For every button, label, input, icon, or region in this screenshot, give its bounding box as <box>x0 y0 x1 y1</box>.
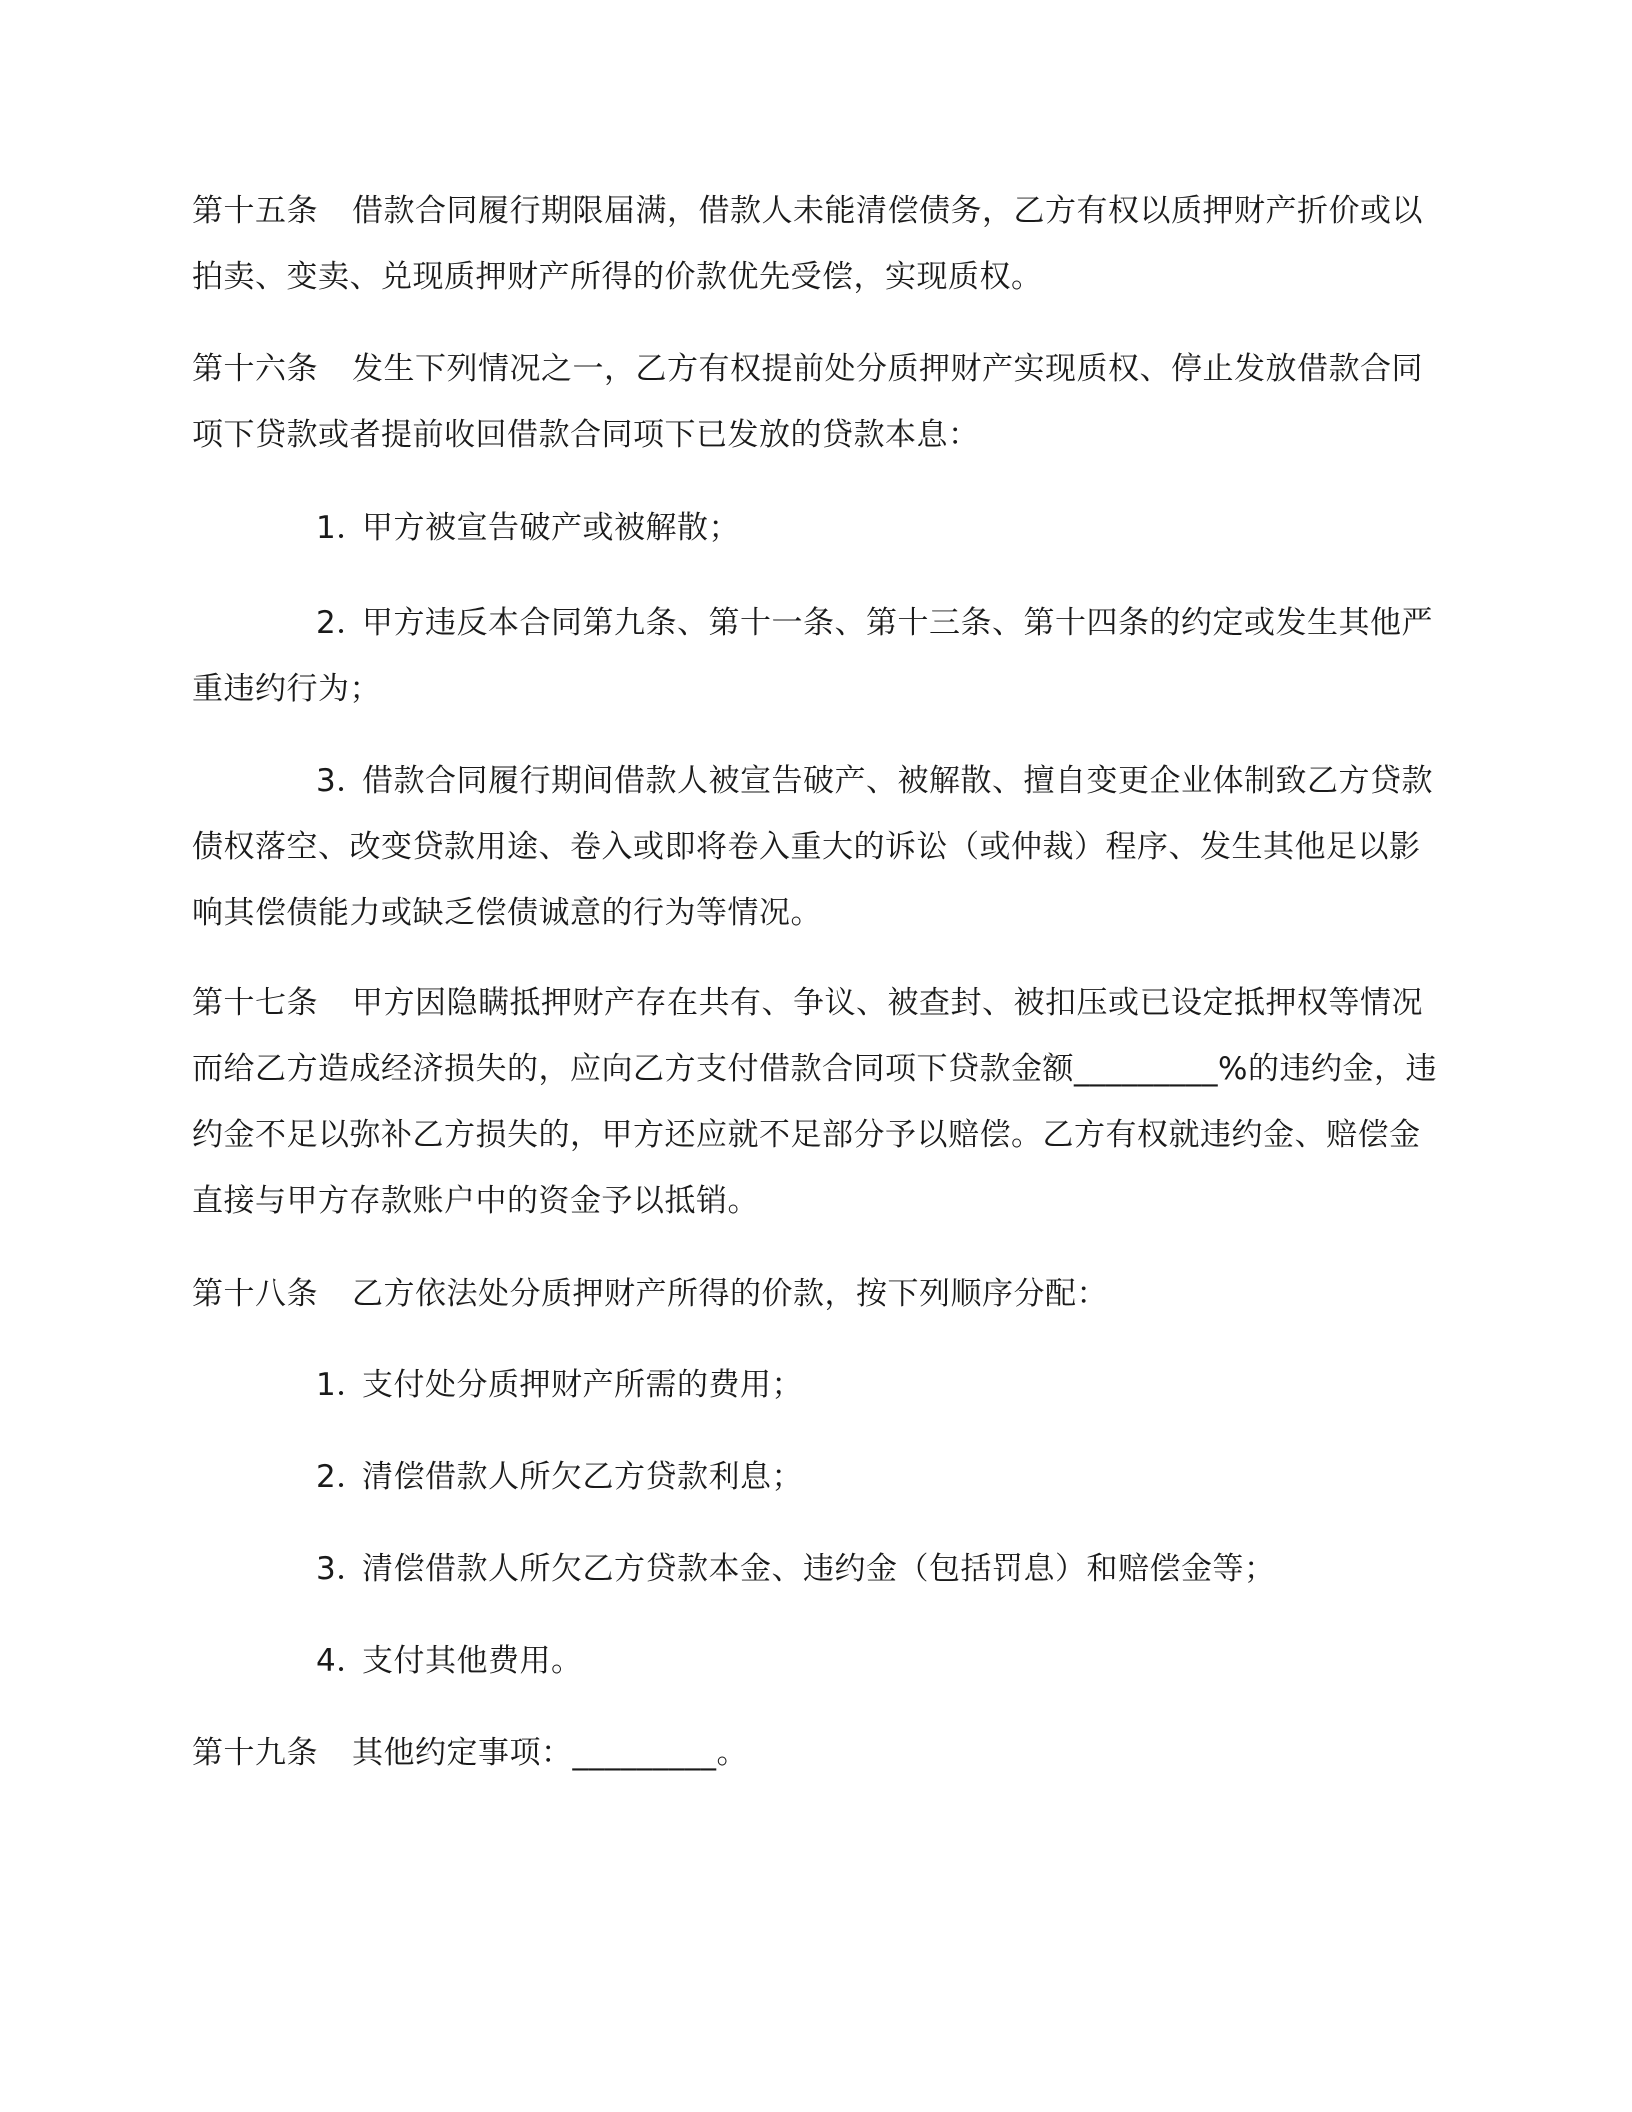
article-label: 第十九条 <box>192 1735 318 1771</box>
list-item-number: 1． <box>316 1367 368 1403</box>
list-item-number: 2． <box>316 605 368 641</box>
list-item-text: 支付其他费用。 <box>362 1643 583 1679</box>
list-item-text: 支付处分质押财产所需的费用； <box>362 1367 803 1403</box>
article-18 <box>192 1261 1440 1327</box>
article-16 <box>192 336 1440 468</box>
article-text: 乙方依法处分质押财产所得的价款，按下列顺序分配： <box>352 1276 1108 1312</box>
list-item-number: 4． <box>316 1643 368 1679</box>
list-item <box>192 1444 1440 1510</box>
list-item <box>192 495 1440 561</box>
article-17 <box>192 970 1440 1234</box>
list-item-text: 清偿借款人所欠乙方贷款利息； <box>362 1459 803 1495</box>
list-item <box>192 1628 1440 1694</box>
list-item-number: 1． <box>316 510 368 546</box>
list-item-number: 3． <box>316 1551 368 1587</box>
article-text: 发生下列情况之一，乙方有权提前处分质押财产实现质权、停止发放借款合同项下贷款或者提前收回借款合同项下已发放的贷款本息： <box>192 351 1423 453</box>
list-item-text: 借款合同履行期间借款人被宣告破产、被解散、擅自变更企业体制致乙方贷款债权落空、改变贷款用途、卷入或即将卷入重大的诉讼（或仲裁）程序、发生其他足以影响其偿债能力或缺乏偿债诚意的行为等情况。 <box>192 763 1433 931</box>
article-text: 其他约定事项：_________。 <box>352 1735 748 1771</box>
article-label: 第十七条 <box>192 985 318 1021</box>
article-text: 甲方因隐瞒抵押财产存在共有、争议、被查封、被扣压或已设定抵押权等情况而给乙方造成经济损失的，应向乙方支付借款合同项下贷款金额_________%的违约金，违约金不足以弥补乙方损失的，甲方还应就不足部分予以赔偿。乙方有权就违约金、赔偿金直接与甲方存款账户中的资金予以抵销。 <box>192 985 1437 1219</box>
list-item <box>192 590 1440 722</box>
article-label: 第十五条 <box>192 193 318 229</box>
article-19 <box>192 1720 1440 1786</box>
list-item-text: 甲方被宣告破产或被解散； <box>362 510 740 546</box>
list-item-text: 甲方违反本合同第九条、第十一条、第十三条、第十四条的约定或发生其他严重违约行为； <box>192 605 1433 707</box>
article-label: 第十六条 <box>192 351 318 387</box>
list-item-text: 清偿借款人所欠乙方贷款本金、违约金（包括罚息）和赔偿金等； <box>362 1551 1276 1587</box>
article-label: 第十八条 <box>192 1276 318 1312</box>
article-15 <box>192 178 1440 310</box>
article-text: 借款合同履行期限届满，借款人未能清偿债务，乙方有权以质押财产折价或以拍卖、变卖、兑现质押财产所得的价款优先受偿，实现质权。 <box>192 193 1423 295</box>
list-item <box>192 1352 1440 1418</box>
list-item-number: 2． <box>316 1459 368 1495</box>
list-item <box>192 748 1440 946</box>
list-item-number: 3． <box>316 763 368 799</box>
list-item <box>192 1536 1440 1602</box>
